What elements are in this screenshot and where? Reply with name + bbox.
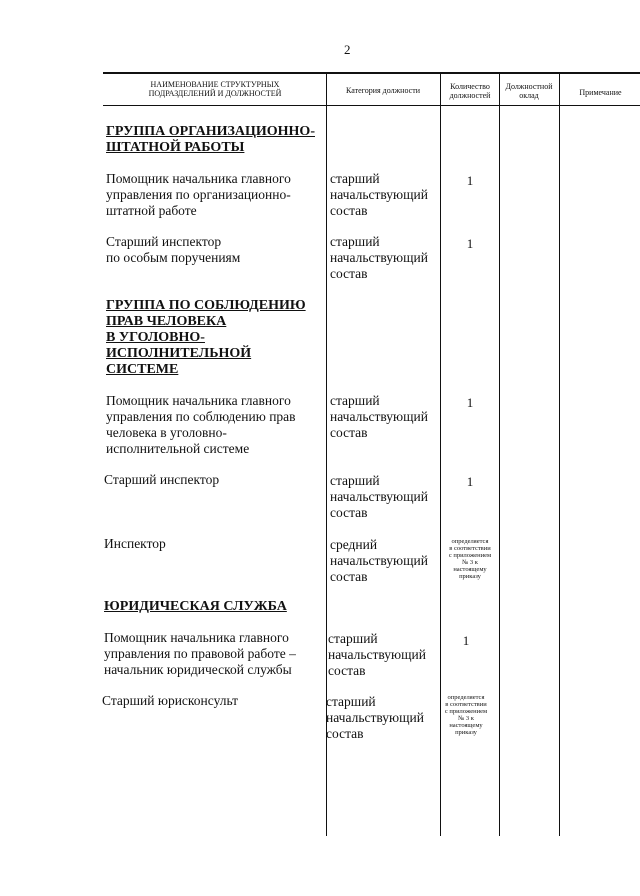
position-name: Помощник начальника главного управления по организационно- штатной работе	[106, 171, 291, 218]
position-quantity: 1	[466, 395, 474, 410]
header-quantity: Количество должностей	[449, 82, 491, 100]
section-title: ГРУППА ПО СОБЛЮДЕНИЮ ПРАВ ЧЕЛОВЕКА В УГОЛОВНО- ИСПОЛНИТЕЛЬНОЙ СИСТЕМЕ	[106, 298, 306, 377]
position-name: Старший инспектор по особым поручениям	[106, 234, 241, 265]
section-title: ЮРИДИЧЕСКАЯ СЛУЖБА	[104, 599, 287, 614]
position-category: старший начальствующий состав	[328, 631, 426, 678]
position-quantity: 1	[466, 474, 474, 489]
position-category: старший начальствующий состав	[330, 393, 428, 440]
position-category: старший начальствующий состав	[330, 234, 428, 281]
header-category: Категория должности	[346, 86, 420, 95]
position-quantity: 1	[466, 236, 474, 251]
position-quantity-note: определяется в соответствии с приложением № 3 к настоящему приказу	[448, 538, 492, 580]
position-category: старший начальствующий состав	[326, 694, 424, 741]
position-name: Помощник начальника главного управления по правовой работе – начальник юридической службы	[104, 630, 296, 677]
position-name: Инспектор	[104, 536, 166, 551]
position-quantity-note: определяется в соответствии с приложением № 3 к настоящему приказу	[444, 694, 488, 736]
position-category: старший начальствующий состав	[330, 473, 428, 520]
position-quantity: 1	[466, 173, 474, 188]
position-name: Помощник начальника главного управления по соблюдению прав человека в уголовно- исполнительной системе	[106, 393, 296, 456]
position-quantity: 1	[462, 633, 470, 648]
section-title: ГРУППА ОРГАНИЗАЦИОННО- ШТАТНОЙ РАБОТЫ	[106, 124, 315, 155]
header-note: Примечание	[579, 88, 622, 97]
page-number: 2	[344, 42, 351, 57]
position-category: старший начальствующий состав	[330, 171, 428, 218]
position-name: Старший юрисконсульт	[102, 693, 239, 708]
column-divider-4	[559, 72, 560, 836]
header-salary: Должностной оклад	[505, 82, 553, 100]
column-divider-3	[499, 72, 500, 836]
header-name: НАИМЕНОВАНИЕ СТРУКТУРНЫХ ПОДРАЗДЕЛЕНИЙ И ДОЛЖНОСТЕЙ	[148, 80, 282, 98]
position-name: Старший инспектор	[104, 472, 220, 487]
position-category: средний начальствующий состав	[330, 537, 428, 584]
